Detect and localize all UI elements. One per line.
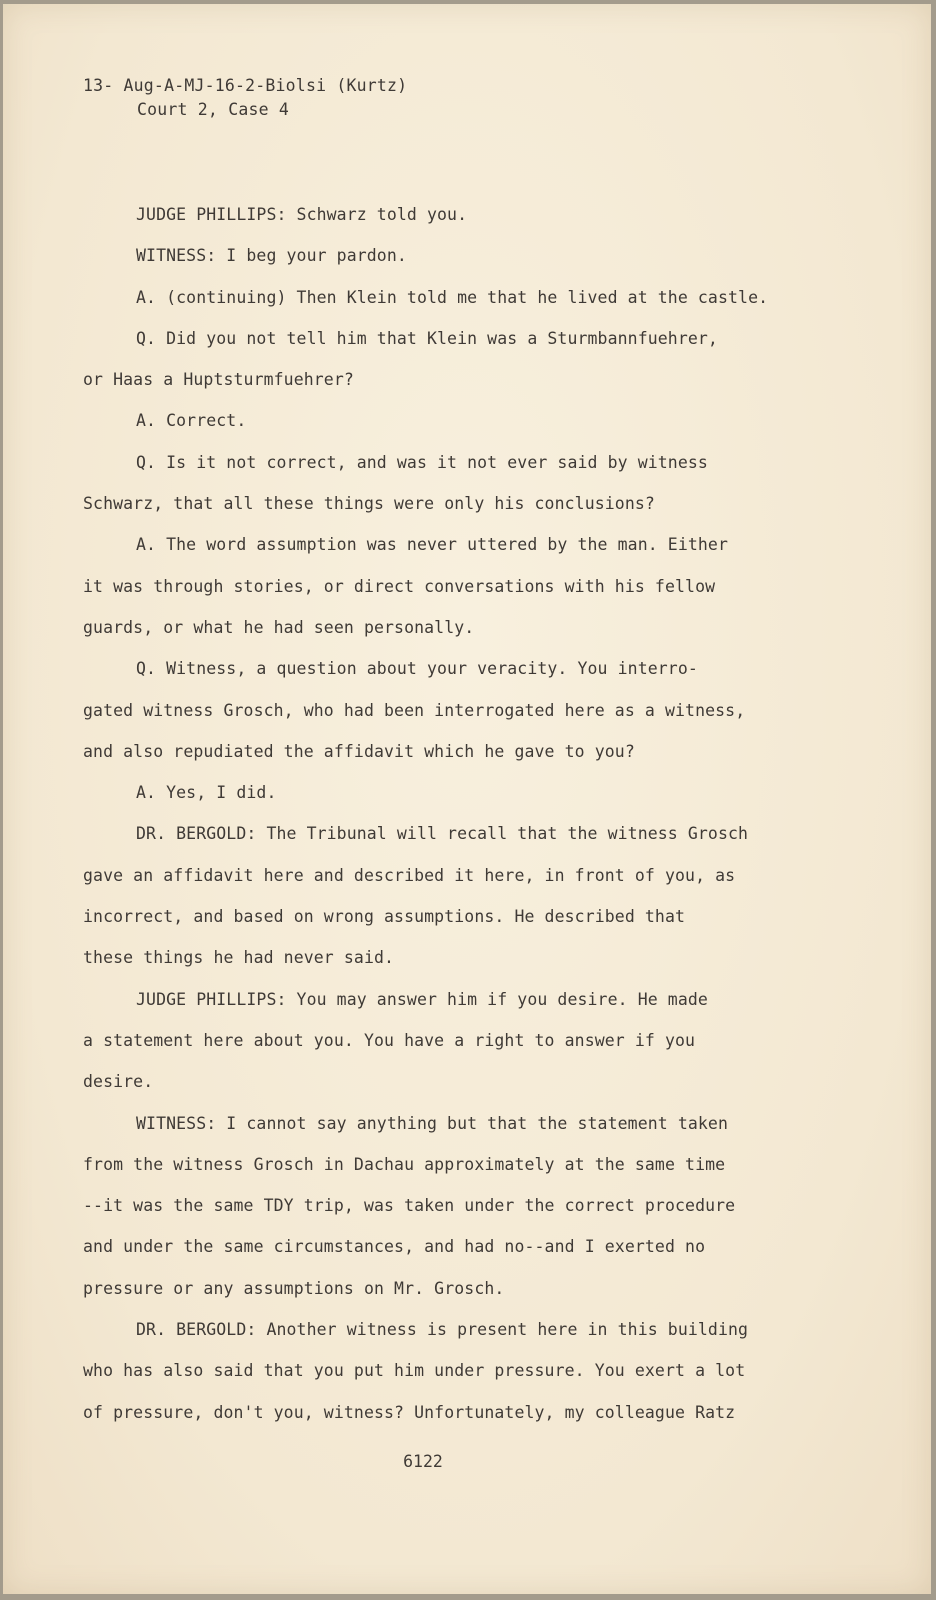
transcript-line: Q. Is it not correct, and was it not ever said by witness xyxy=(136,452,708,472)
page-number: 6122 xyxy=(403,1452,443,1471)
document-id: 13- Aug-A-MJ-16-2-Biolsi (Kurtz) xyxy=(83,76,408,95)
transcript-line: pressure or any assumptions on Mr. Grosch. xyxy=(83,1278,505,1298)
transcript-body xyxy=(83,194,803,1433)
transcript-line: it was through stories, or direct conversations with his fellow xyxy=(83,576,716,596)
transcript-line: guards, or what he had seen personally. xyxy=(83,617,475,637)
transcript-line: who has also said that you put him under pressure. You exert a lot xyxy=(83,1361,746,1381)
transcript-line: these things he had never said. xyxy=(83,948,395,968)
transcript-line: and also repudiated the affidavit which he gave to you? xyxy=(83,741,635,761)
transcript-line: DR. BERGOLD: The Tribunal will recall that the witness Grosch xyxy=(136,824,749,844)
transcript-line: Schwarz, that all these things were only his conclusions? xyxy=(83,494,655,514)
transcript-line: gave an affidavit here and described it here, in front of you, as xyxy=(83,865,736,885)
transcript-line: incorrect, and based on wrong assumptions. He described that xyxy=(83,907,686,927)
transcript-line: WITNESS: I cannot say anything but that the statement taken xyxy=(136,1113,728,1133)
transcript-line: from the witness Grosch in Dachau approximately at the same time xyxy=(83,1154,726,1174)
transcript-line: of pressure, don't you, witness? Unfortunately, my colleague Ratz xyxy=(83,1402,736,1422)
transcript-line: or Haas a Huptsturmfuehrer? xyxy=(83,370,354,390)
transcript-line: JUDGE PHILLIPS: Schwarz told you. xyxy=(136,205,468,224)
transcript-page xyxy=(3,4,931,1594)
court-case: Court 2, Case 4 xyxy=(137,100,290,119)
transcript-line: A. Correct. xyxy=(136,411,247,431)
transcript-line: DR. BERGOLD: Another witness is present here in this building xyxy=(136,1320,749,1340)
transcript-line: Q. Witness, a question about your veracity. You interro- xyxy=(136,659,698,679)
transcript-line: a statement here about you. You have a right to answer if you xyxy=(83,1030,696,1050)
transcript-line: A. The word assumption was never uttered by the man. Either xyxy=(136,535,728,555)
document-header xyxy=(83,74,407,122)
transcript-line: A. (continuing) Then Klein told me that he lived at the castle. xyxy=(136,287,769,307)
transcript-line: A. Yes, I did. xyxy=(136,783,277,803)
transcript-line: JUDGE PHILLIPS: You may answer him if you desire. He made xyxy=(136,989,708,1009)
transcript-line: and under the same circumstances, and had no--and I exerted no xyxy=(83,1237,706,1257)
transcript-line: Q. Did you not tell him that Klein was a Sturmbannfuehrer, xyxy=(136,328,718,348)
transcript-line: desire. xyxy=(83,1072,154,1092)
transcript-line: WITNESS: I beg your pardon. xyxy=(136,246,407,266)
transcript-line: gated witness Grosch, who had been interrogated here as a witness, xyxy=(83,700,746,720)
transcript-line: --it was the same TDY trip, was taken under the correct procedure xyxy=(83,1196,736,1216)
